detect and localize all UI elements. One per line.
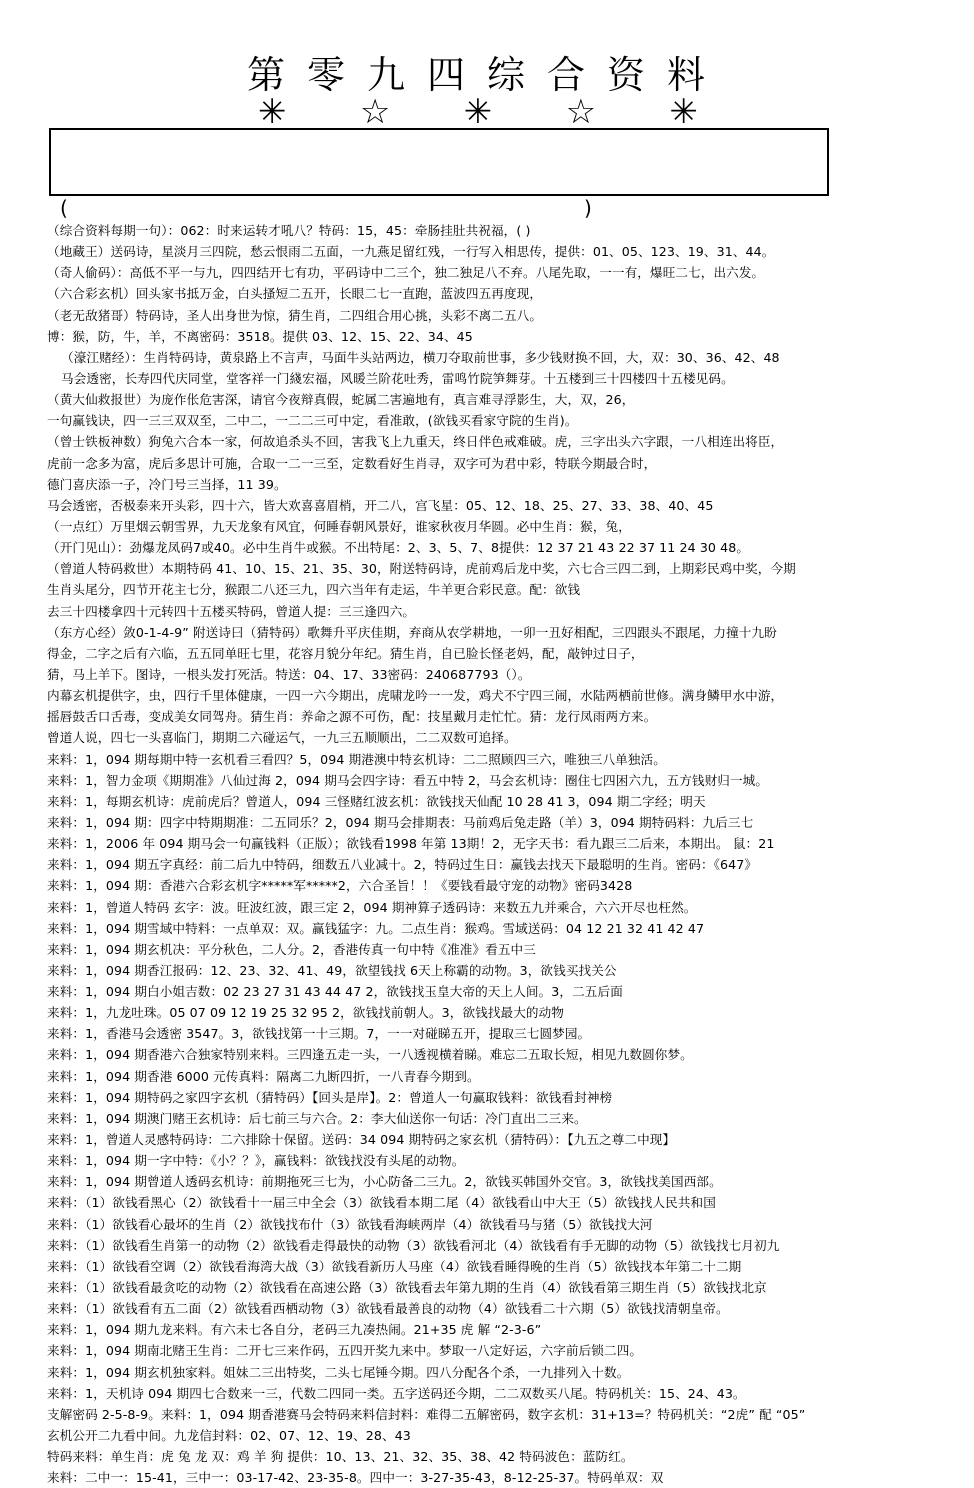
text-line: （开门见山）：劲爆龙凤码7或40。必中生肖牛或猴。不出特尾：2、3、5、7、8提供：12 37 21 43 22 37 11 24 30 48。	[47, 540, 750, 556]
text-line: 来料：1，094 期香港六合独家特别来料。三四逢五走一头，一八透视横着睇。难忘二五取长短，相见九数圆你梦。	[47, 1047, 693, 1063]
text-line: 摇唇鼓舌口舌毒，变成美女同驾舟。猜生肖：养命之源不可伤，配：技星戴月走忙忙。猜：龙行凤雨两方来。	[47, 709, 657, 725]
text-line: 来料：1，094 期白小姐吉数：02 23 27 31 43 44 47 2，欲钱找玉皇大帝的天上人间。3，二五后面	[47, 984, 623, 1000]
text-line: 来料：1，094 期：四字中特期期准：二五同乐？2，094 期马会排期表：马前鸡后兔走路（羊）3，094 期特码料：九后三七	[47, 814, 754, 830]
text-line: 来料：二中一：15-41，三中一：03-17-42、23-35-8。四中一：3-27-35-43，8-12-25-37。特码单双：双	[47, 1470, 664, 1486]
text-line: 猜，马上羊下。图诗，一根头发打死活。特送：04、17、33密码：240687793（）。	[47, 666, 531, 682]
text-line: 来料：1，094 期澳门赌王玄机诗：后七前三与六合。2：李大仙送你一句话：冷门直出二三来。	[47, 1110, 587, 1126]
text-line: （一点红）万里烟云朝雪界，九天龙象有风宜，何睡春朝风景好，谁家秋夜月华圆。必中生肖：猴，兔，	[47, 518, 631, 534]
text-line: 来料：1，094 期玄机决：平分秋色，二人分。2，香港传真一句中特《准准》看五中三	[47, 941, 536, 957]
text-line: 来料：1，曾道人特码 玄字：波。旺波红波，跟三定 2，094 期神算子透码诗：来数五九并乘合，六六开尽也枉然。	[47, 899, 697, 915]
text-line: （综合资料每期一句）：062：时来运转才吼八？特码：15，45：牵肠挂肚共祝福，( )	[47, 223, 531, 238]
text-line: 来料：1，香港马会透密 3547。3，欲钱找第一十三期。7，一一对碰睇五开，提取三七圆梦园。	[47, 1026, 591, 1042]
text-line: 德门喜庆添一子，冷门号三当择，11 39。	[47, 476, 287, 492]
text-line: 来料：1，094 期特码之家四字玄机（猜特码）【回头是岸】。2：曾道人一句赢取钱料：欲钱看封神榜	[47, 1089, 613, 1105]
text-line: 来料：1，每期玄机诗：虎前虎后？曾道人，094 三怪赌红波玄机：欲钱找天仙配 10 28 41 3，094 期二字经；明天	[47, 793, 706, 809]
text-line: 来料：（1）欲钱看黑心（2）欲钱看十一届三中全会（3）欲钱看本期二尾（4）欲钱看山中大王（5）欲钱找人民共和国	[47, 1195, 716, 1211]
text-line: 来料：1，094 期玄机独家料。姐妹二三出特奖，二头七尾锤今期。四八分配各个杀，一九排列入十数。	[47, 1364, 630, 1380]
page-title: 第零九四综合资料	[246, 53, 727, 97]
text-line: 来料：1，九龙吐珠。05 07 09 12 19 25 32 95 2，欲钱找前朝人。3，欲钱找最大的动物	[47, 1005, 565, 1021]
blank-notice-box	[49, 128, 829, 196]
text-line: 来料：1，094 期每期中特一玄机看三看四？5，094 期港澳中特玄机诗：二二照顾四三六，唯独三八单独活。	[47, 751, 666, 767]
text-line: 玄机公开二九看中间。九龙信封料：02、07、12、19、28、43	[47, 1428, 411, 1444]
text-line: 来料：1，2006 年 094 期马会一句赢钱料（正版）；欲钱看1998 年第 13期！2，无字天书：看九跟三二后来，本期出。 鼠：21	[47, 836, 775, 852]
text-line: 来料：1，094 期九龙来料。有六未七各自分，老码三九凑热闹。21+35 虎 解 “2-3-6”	[47, 1322, 542, 1338]
text-line: 来料：1，094 期五字真经：前二后九中特码，细数五八业减十。2，特码过生日：赢钱去找天下最聪明的生肖。密码：《647》	[47, 857, 758, 873]
text-line: 来料：（1）欲钱看有五二面（2）欲钱看西栖动物（3）欲钱看最善良的动物（4）欲钱看二十六期（5）欲钱找清朝皇帝。	[47, 1301, 729, 1317]
text-line: （曾道人特码救世）本期特码 41、10、15、21、35、30，附送特码诗，虎前鸡后龙中奖，六七合三四二到，上期彩民鸡中奖，今期	[47, 561, 796, 577]
text-line: （濠江赌经）：生肖特码诗，黄泉路上不言声，马面牛头站两边，横刀夺取前世事，多少钱财换不回，大，双：30、36、42、48	[61, 349, 780, 365]
text-line: （曾士铁板神数）狗兔六合本一家，何故追杀头不回，害我飞上九重天，终日伴色戒难破。虎，三字出头六字跟，一八相连出将臣，	[47, 434, 784, 450]
text-line: 支解密码 2-5-8-9。来料：1，094 期香港赛马会特码来料信封料：难得二五解密码，数字玄机：31+13=？特码机关：“2虎” 配 “05”	[47, 1406, 806, 1422]
text-line: 来料：（1）欲钱看空调（2）欲钱看海湾大战（3）欲钱看新历人马座（4）欲钱看睡得晚的生肖（5）欲钱找本年第二十二期	[47, 1258, 742, 1274]
text-line: 内幕玄机提供字，虫，四行千里体健康，一四一六今期出，虎啸龙吟一一发，鸡犬不宁四三闹，水陆两栖前世修。满身鳞甲水中游，	[47, 688, 784, 704]
text-line: 马会透密，长寿四代庆同堂，堂客祥一门綫宏福，风暖兰阶花吐秀，雷鸣竹院笋舞芽。十五楼到三十四楼四十五楼见码。	[61, 370, 734, 386]
text-line: 生肖头尾分，四节开花主七分，猴跟二八还三九，四六当年有走运，牛羊更合彩民意。配：欲钱	[47, 582, 581, 598]
text-line: 来料：1，094 期：香港六合彩玄机字*****军*****2，六合圣旨！！《要钱看最守宠的动物》密码3428	[47, 878, 633, 894]
asterisk-star-icon: ✳	[669, 92, 698, 132]
text-line: 一句赢钱诀，四一三三双双至，二中二，一二二三可中定，看准敢，(欲钱买看家守院的生肖)。	[47, 413, 578, 429]
outline-star-icon: ☆	[565, 92, 597, 132]
text-line: 去三十四楼拿四十元转四十五楼买特码，曾道人提：三三逢四六。	[47, 603, 416, 619]
asterisk-star-icon: ✳	[463, 92, 493, 132]
outline-star-icon: ☆	[359, 92, 391, 132]
text-line: 来料：（1）欲钱看心最坏的生肖（2）欲钱找布什（3）欲钱看海峡两岸（4）欲钱看马与猪（5）欲钱找大河	[47, 1216, 653, 1232]
text-line: （六合彩玄机）回头家书抵万金，白头搔短二五开，长眼二七一直跑，蓝波四五再度现，	[47, 286, 543, 302]
text-line: 来料：1，智力金项《期期准》八仙过海 2，094 期马会四字诗：看五中特 2，马会玄机诗：圈住七四困六九，五方钱财归一城。	[47, 772, 769, 788]
text-line: 来料：1，094 期雪域中特料：一点单双：双。赢钱猛字：九。二点生肖：猴鸡。雪域送码：04 12 21 32 41 42 47	[47, 920, 705, 936]
text-line: 博：猴，防，牛，羊，不离密码：3518。提供 03、12、15、22、34、45	[47, 328, 473, 344]
text-line: 来料：1，天机诗 094 期四七合数来一三，代数二四同一类。五字送码还今期，二二双数买八尾。特码机关：15、24、43。	[47, 1385, 746, 1401]
star-row	[258, 92, 698, 132]
text-line: （老无敌猪哥）特码诗，圣人出身世为惊，猜生肖，二四组合用心挑，头彩不离二五八。	[47, 307, 543, 323]
text-line: 马会透密，否极泰来开头彩，四十六，皆大欢喜喜眉梢，开二八，宫飞星：05、12、18、25、27、33、38、40、45	[47, 497, 714, 513]
asterisk-star-icon: ✳	[258, 92, 287, 132]
text-line: 来料：（1）欲钱看最贪吃的动物（2）欲钱看在高速公路（3）欲钱看去年第九期的生肖（4）欲钱看第三期生肖（5）欲钱找北京	[47, 1280, 767, 1296]
text-line: 来料：1，094 期香江报码：12、23、32、41、49，欲望钱找 6天上称霸的动物。3，欲钱买找关公	[47, 962, 617, 978]
text-line: 来料：（1）欲钱看生肖第一的动物（2）欲钱看走得最快的动物（3）欲钱看河北（4）欲钱看有手无脚的动物（5）欲钱找七月初九	[47, 1237, 780, 1253]
text-line: （地藏王）送码诗，星淡月三四院，愁云恨雨二五面，一九燕足留红残，一行写入相思传，提供：01、05、123、19、31、44。	[47, 244, 775, 260]
text-line: （黄大仙救报世）为庞作伥危害深，请官今夜辩真假，蛇属二害遍地有，真言难寻浮影生，大，双，26，	[47, 392, 635, 408]
text-line: 曾道人说，四七一头喜临门，期期二六碰运气，一九三五顺顺出，二二双数可追择。	[47, 730, 517, 746]
box-left-paren: (	[60, 196, 68, 220]
text-line: 虎前一念多为富，虎后多思计可施，合取一二一三至，定数看好生肖寻，双字可为君中彩，特联今期最合时，	[47, 455, 657, 471]
text-line: 来料：1，094 期南北赌王生肖：二开七三来作码，五四开奖九来中。梦取一八定好运，六字前后锁二四。	[47, 1343, 643, 1359]
text-line: 来料：1，094 期一字中特：《小？？》，赢钱料：欲钱找没有头尾的动物。	[47, 1153, 465, 1169]
text-line: 特码来料：单生肖：虎 兔 龙 双：鸡 羊 狗 提供：10、13、21、32、35、38、42 特码波色：蓝防红。	[47, 1449, 634, 1465]
box-right-paren: )	[584, 196, 592, 220]
text-line: 来料：1，曾道人灵感特码诗：二六排除十保留。送码：34 094 期特码之家玄机（猜特码）：【九五之尊二中现】	[47, 1132, 676, 1148]
text-line: （东方心经）敛0-1-4-9” 附送诗曰（猜特码）歌舞升平庆佳期，弃商从农学耕地，一卯一丑好相配，三四跟头不跟尾，力撞十九盼	[47, 624, 777, 640]
text-line: 来料：1，094 期香港 6000 元传真料：隔离二九断四折，一八青春今期到。	[47, 1068, 480, 1084]
document-body	[47, 220, 967, 1488]
text-line: 得金，二字之后有六临，五五同单旺七里，花容月貌分年纪。猜生肖，自已脸长怪老妈，配，敲钟过日子，	[47, 645, 644, 661]
text-line: 来料：1，094 期曾道人透码玄机诗：前期拖死三七为，小心防备二三九。2，欲钱买韩国外交官。3，欲钱找美国西部。	[47, 1174, 722, 1190]
text-line: （奇人偷码）：高低不平一与九，四四结开七有功，平码诗中二三个，独二独足八不弃。八尾先取，一一有，爆旺二七，出六发。	[47, 265, 765, 281]
